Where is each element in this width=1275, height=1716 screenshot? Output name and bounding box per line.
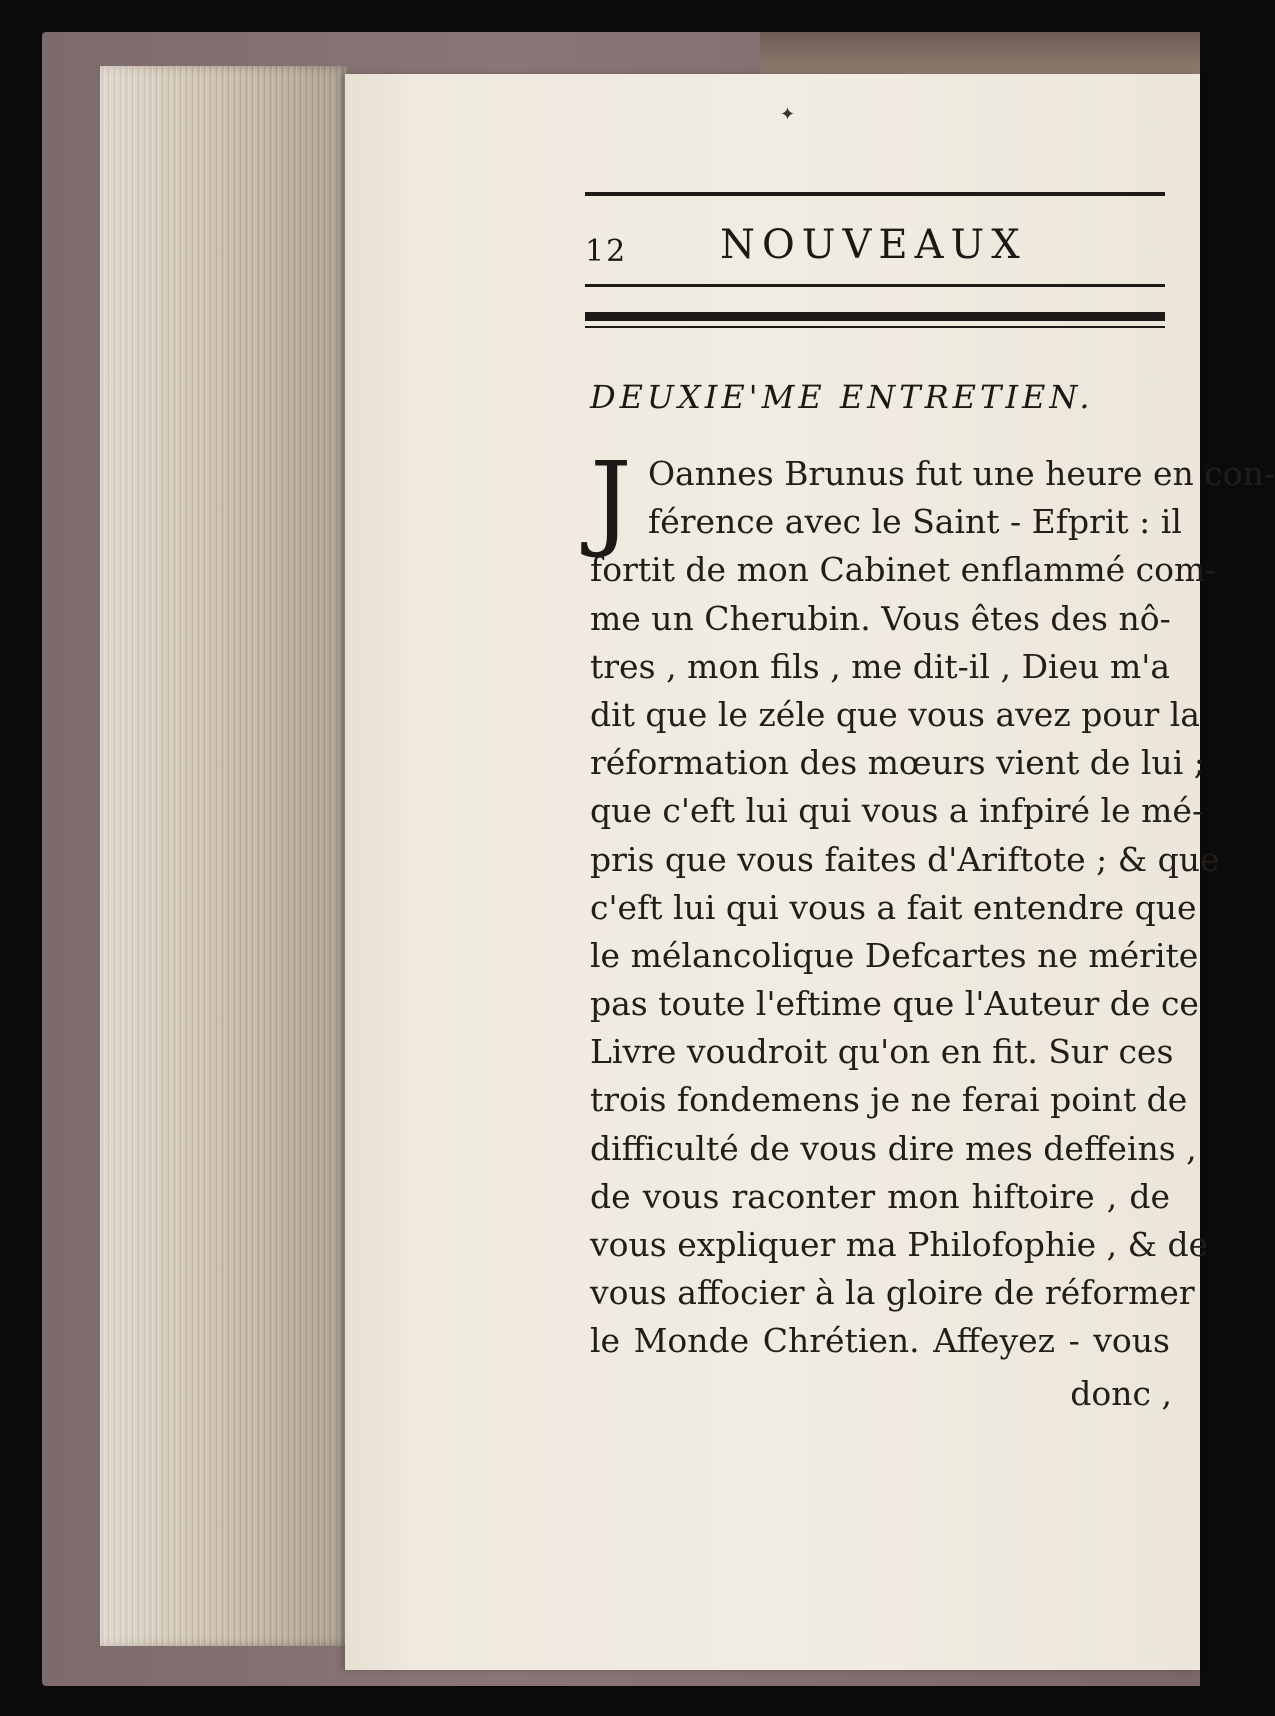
header-rule bbox=[585, 284, 1165, 287]
text-line: trois fondemens je ne ferai point de bbox=[590, 1080, 1188, 1120]
text-line: dit que le zéle que vous avez pour la bbox=[590, 694, 1200, 734]
text-line: Oannes Brunus fut une heure en con- bbox=[648, 454, 1275, 493]
text-line: le mélancolique Defcartes ne mérite bbox=[590, 935, 1199, 975]
section-title: DEUXIE'ME ENTRETIEN. bbox=[590, 378, 1094, 416]
text-line: pris que vous faites d'Ariftote ; & que bbox=[590, 839, 1220, 879]
text-line: de vous raconter mon hiftoire , de bbox=[590, 1176, 1170, 1216]
text-line: pas toute l'eftime que l'Auteur de ce bbox=[590, 984, 1199, 1024]
ink-mark-icon: ✦ bbox=[780, 104, 796, 125]
drop-cap: J bbox=[590, 439, 632, 561]
thick-rule bbox=[585, 312, 1165, 321]
body-text bbox=[590, 439, 1275, 1366]
text-line: vous expliquer ma Philofophie , & de bbox=[590, 1225, 1209, 1264]
text-line: le Monde Chrétien. Affeyez - vous bbox=[590, 1321, 1170, 1361]
text-line: c'eft lui qui vous a fait entendre que bbox=[590, 887, 1197, 927]
text-line: férence avec le Saint - Efprit : il bbox=[648, 502, 1182, 542]
text-line: difficulté de vous dire mes deffeins , bbox=[590, 1128, 1197, 1168]
top-rule bbox=[585, 192, 1165, 196]
page-header bbox=[585, 222, 1165, 282]
text-line: fortit de mon Cabinet enflammé com- bbox=[590, 550, 1217, 590]
catchword: donc , bbox=[1070, 1374, 1172, 1413]
page-edges-shade bbox=[100, 66, 350, 1646]
text-line: réformation des mœurs vient de lui ; bbox=[590, 743, 1205, 783]
thin-rule bbox=[585, 326, 1165, 328]
running-head: NOUVEAUX bbox=[720, 222, 1027, 268]
text-line: Livre voudroit qu'on en fit. Sur ces bbox=[590, 1032, 1174, 1072]
text-line: que c'eft lui qui vous a infpiré le mé- bbox=[590, 791, 1204, 831]
text-line: me un Cherubin. Vous êtes des nô- bbox=[590, 598, 1171, 638]
page-number: 12 bbox=[585, 234, 628, 269]
text-line: tres , mon fils , me dit-il , Dieu m'a bbox=[590, 646, 1170, 686]
text-line: vous affocier à la gloire de réformer bbox=[590, 1273, 1195, 1313]
